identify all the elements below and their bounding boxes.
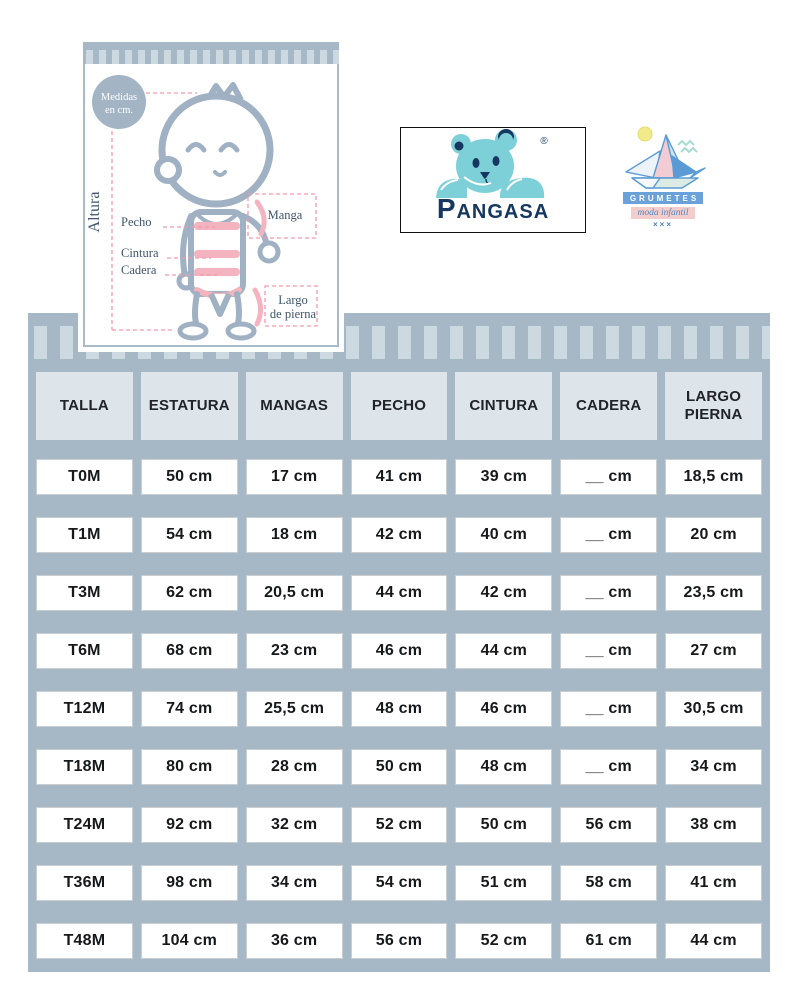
table-cell: 17 cm bbox=[246, 459, 343, 495]
table-cell: 27 cm bbox=[665, 633, 762, 669]
table-body bbox=[28, 459, 770, 959]
waist-label: Cintura bbox=[121, 246, 159, 260]
pangasa-bear-icon bbox=[428, 128, 558, 198]
table-cell: 68 cm bbox=[141, 633, 238, 669]
svg-text:en cm.: en cm. bbox=[105, 105, 133, 116]
table-cell: 36 cm bbox=[246, 923, 343, 959]
table-row bbox=[28, 459, 770, 495]
striped-border-top bbox=[83, 42, 339, 64]
table-cell: 44 cm bbox=[455, 633, 552, 669]
pangasa-logo bbox=[400, 127, 586, 233]
grumetes-wordmark: GRUMETES bbox=[623, 192, 703, 204]
table-cell: 25,5 cm bbox=[246, 691, 343, 727]
table-cell: 46 cm bbox=[455, 691, 552, 727]
table-cell: 23,5 cm bbox=[665, 575, 762, 611]
table-row bbox=[28, 807, 770, 843]
column-header-cadera: CADERA bbox=[560, 372, 657, 440]
sleeve-label: Manga bbox=[267, 208, 303, 222]
column-header-cintura: CINTURA bbox=[455, 372, 552, 440]
table-cell: 42 cm bbox=[351, 517, 448, 553]
table-cell: 48 cm bbox=[455, 749, 552, 785]
table-cell: 38 cm bbox=[665, 807, 762, 843]
table-cell: 40 cm bbox=[455, 517, 552, 553]
figure-canvas bbox=[83, 64, 339, 347]
hip-label: Cadera bbox=[121, 263, 157, 277]
table-cell: 56 cm bbox=[351, 923, 448, 959]
table-row bbox=[28, 691, 770, 727]
column-header-pecho: PECHO bbox=[351, 372, 448, 440]
table-cell: __ cm bbox=[560, 749, 657, 785]
grumetes-logo bbox=[620, 120, 706, 229]
table-cell: 58 cm bbox=[560, 865, 657, 901]
table-row bbox=[28, 575, 770, 611]
table-cell: 62 cm bbox=[141, 575, 238, 611]
table-cell: 50 cm bbox=[455, 807, 552, 843]
measurement-figure-panel bbox=[83, 42, 339, 347]
registered-mark: ® bbox=[540, 136, 548, 147]
table-cell: 46 cm bbox=[351, 633, 448, 669]
size-row-label: T48M bbox=[36, 923, 133, 959]
table-cell: 20,5 cm bbox=[246, 575, 343, 611]
table-cell: 52 cm bbox=[351, 807, 448, 843]
baby-measurement-illustration bbox=[85, 64, 337, 343]
table-cell: 34 cm bbox=[246, 865, 343, 901]
size-row-label: T12M bbox=[36, 691, 133, 727]
paper-boat-icon bbox=[620, 120, 706, 192]
table-cell: 80 cm bbox=[141, 749, 238, 785]
column-header-largo-pierna: LARGO PIERNA bbox=[665, 372, 762, 440]
size-table bbox=[28, 313, 770, 972]
table-row bbox=[28, 517, 770, 553]
table-cell: 54 cm bbox=[141, 517, 238, 553]
sun-icon bbox=[638, 127, 652, 141]
wave-zigzag-icon bbox=[678, 141, 694, 145]
column-header-talla: TALLA bbox=[36, 372, 133, 440]
grumetes-xxx-marks: ××× bbox=[652, 220, 673, 229]
chest-label: Pecho bbox=[121, 215, 152, 229]
column-header-mangas: MANGAS bbox=[246, 372, 343, 440]
table-cell: 52 cm bbox=[455, 923, 552, 959]
pangasa-wordmark: Pangasa bbox=[436, 193, 550, 224]
size-row-label: T18M bbox=[36, 749, 133, 785]
table-row bbox=[28, 749, 770, 785]
table-cell: 28 cm bbox=[246, 749, 343, 785]
table-cell: 98 cm bbox=[141, 865, 238, 901]
leg-label-line2: de pierna bbox=[269, 307, 317, 321]
table-cell: __ cm bbox=[560, 633, 657, 669]
table-cell: 44 cm bbox=[665, 923, 762, 959]
table-row bbox=[28, 923, 770, 959]
table-cell: 41 cm bbox=[351, 459, 448, 495]
table-cell: 74 cm bbox=[141, 691, 238, 727]
table-cell: 56 cm bbox=[560, 807, 657, 843]
size-row-label: T0M bbox=[36, 459, 133, 495]
size-row-label: T1M bbox=[36, 517, 133, 553]
measures-badge bbox=[92, 75, 146, 129]
table-cell: 30,5 cm bbox=[665, 691, 762, 727]
size-row-label: T36M bbox=[36, 865, 133, 901]
table-cell: __ cm bbox=[560, 575, 657, 611]
size-row-label: T6M bbox=[36, 633, 133, 669]
table-row bbox=[28, 865, 770, 901]
table-cell: 23 cm bbox=[246, 633, 343, 669]
table-cell: 42 cm bbox=[455, 575, 552, 611]
table-cell: 61 cm bbox=[560, 923, 657, 959]
table-cell: 39 cm bbox=[455, 459, 552, 495]
leg-label-line1: Largo bbox=[278, 293, 308, 307]
table-row bbox=[28, 633, 770, 669]
table-header-row bbox=[28, 372, 770, 440]
table-cell: 44 cm bbox=[351, 575, 448, 611]
column-header-estatura: ESTATURA bbox=[141, 372, 238, 440]
height-axis-label: Altura bbox=[86, 191, 103, 233]
table-cell: 34 cm bbox=[665, 749, 762, 785]
table-cell: 51 cm bbox=[455, 865, 552, 901]
size-row-label: T24M bbox=[36, 807, 133, 843]
table-cell: 104 cm bbox=[141, 923, 238, 959]
table-cell: __ cm bbox=[560, 459, 657, 495]
table-cell: __ cm bbox=[560, 517, 657, 553]
table-cell: 18,5 cm bbox=[665, 459, 762, 495]
table-cell: 48 cm bbox=[351, 691, 448, 727]
table-cell: 50 cm bbox=[351, 749, 448, 785]
size-row-label: T3M bbox=[36, 575, 133, 611]
table-cell: 54 cm bbox=[351, 865, 448, 901]
table-cell: 20 cm bbox=[665, 517, 762, 553]
table-cell: __ cm bbox=[560, 691, 657, 727]
table-cell: 32 cm bbox=[246, 807, 343, 843]
table-cell: 50 cm bbox=[141, 459, 238, 495]
table-cell: 41 cm bbox=[665, 865, 762, 901]
grumetes-tagline: moda infantil bbox=[631, 207, 695, 219]
table-cell: 92 cm bbox=[141, 807, 238, 843]
table-cell: 18 cm bbox=[246, 517, 343, 553]
svg-text:Medidas: Medidas bbox=[100, 92, 138, 103]
